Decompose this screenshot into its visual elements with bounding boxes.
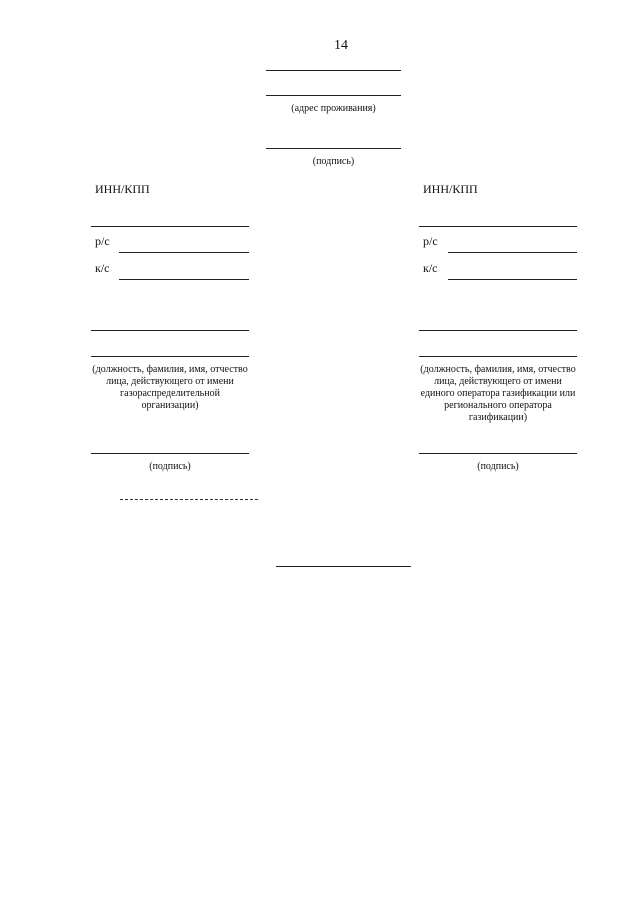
right-inn-kpp-label: ИНН/КПП	[423, 182, 478, 196]
left-signature-caption: (подпись)	[149, 461, 191, 472]
right-position-line-2	[419, 356, 577, 357]
address-line-1	[266, 70, 401, 71]
right-signature-caption: (подпись)	[477, 461, 519, 472]
address-caption: (адрес проживания)	[291, 103, 376, 114]
right-signature-line	[419, 453, 577, 454]
document-end-rule	[276, 566, 411, 567]
right-ks-line	[448, 279, 577, 280]
right-ks-label: к/с	[423, 261, 438, 275]
dashed-separator	[120, 499, 258, 500]
left-ks-label: к/с	[95, 261, 110, 275]
left-signature-line	[91, 453, 249, 454]
right-rs-label: р/с	[423, 234, 438, 248]
left-position-line-1	[91, 330, 249, 331]
right-rs-line	[448, 252, 577, 253]
left-position-line-2	[91, 356, 249, 357]
address-line-2	[266, 95, 401, 96]
right-inn-kpp-line	[419, 226, 577, 227]
right-position-line-1	[419, 330, 577, 331]
top-signature-line	[266, 148, 401, 149]
left-inn-kpp-label: ИНН/КПП	[95, 182, 150, 196]
page-number: 14	[334, 38, 348, 53]
left-inn-kpp-line	[91, 226, 249, 227]
left-rs-line	[119, 252, 249, 253]
top-signature-caption: (подпись)	[312, 156, 355, 167]
left-rs-label: р/с	[95, 234, 110, 248]
left-ks-line	[119, 279, 249, 280]
right-position-caption: (должность, фамилия, имя, отчество лица, действующего от имени единого оператора газификации или регионального оператора газификации)	[420, 364, 576, 423]
left-position-caption: (должность, фамилия, имя, отчество лица, действующего от имени газораспределительной организации)	[92, 364, 248, 411]
